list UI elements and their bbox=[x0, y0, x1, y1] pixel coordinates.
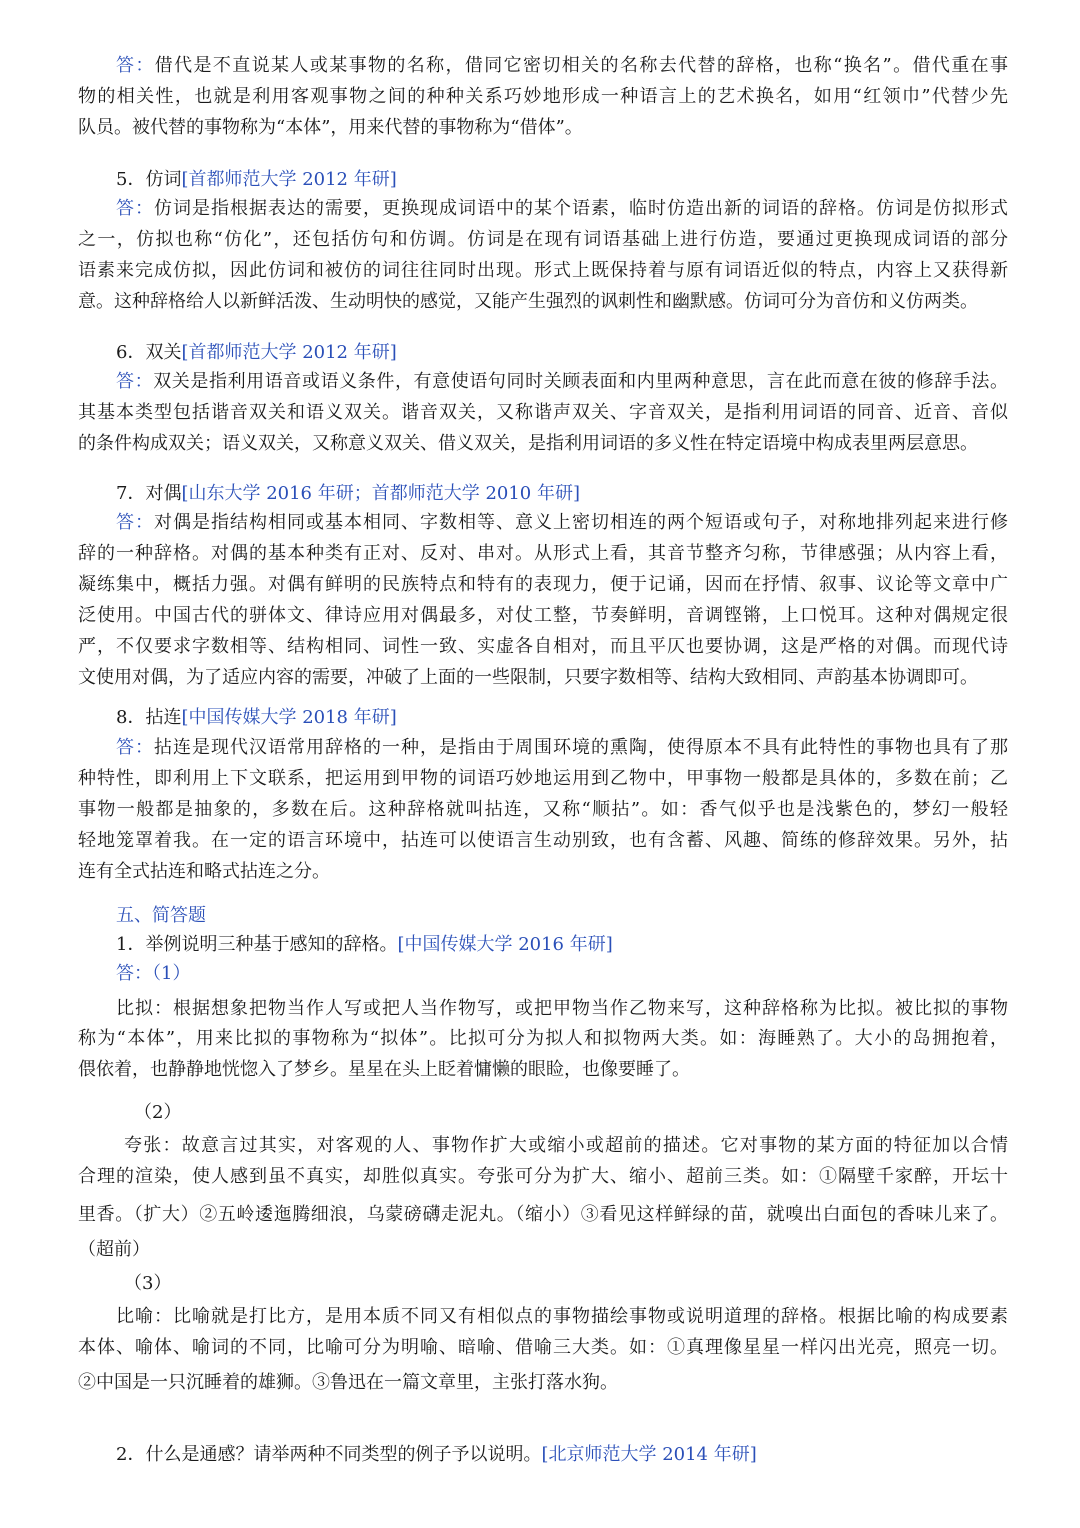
answer-paragraph-line: 队员。被代替的事物称为“本体”，用来代替的事物称为“借体”。 bbox=[78, 117, 583, 138]
list-marker: （3） bbox=[124, 1273, 172, 1294]
section-heading: 五、简答题 bbox=[116, 905, 206, 926]
answer-paragraph-line: ②中国是一只沉睡着的雄狮。③鲁迅在一篇文章里，主张打落水狗。 bbox=[78, 1372, 618, 1393]
answer-paragraph-line: 比喻：比喻就是打比方，是用本质不同又有相似点的事物描绘事物或说明道理的辞格。根据比喻的构成要素 bbox=[116, 1306, 1008, 1327]
answer-label: 答： bbox=[116, 512, 154, 533]
answer-paragraph-line: 答：仿词是指根据表达的需要，更换现成词语中的某个语素，临时仿造出新的词语的辞格。仿词是仿拟形式 bbox=[116, 198, 1008, 219]
question-title: 1．举例说明三种基于感知的辞格。[中国传媒大学 2016 年研] bbox=[116, 934, 613, 955]
answer-paragraph-line: 文使用对偶，为了适应内容的需要，冲破了上面的一些限制，只要字数相等、结构大致相同、声韵基本协调即可。 bbox=[78, 667, 978, 688]
answer-paragraph-line: 意。这种辞格给人以新鲜活泼、生动明快的感觉，又能产生强烈的讽刺性和幽默感。仿词可分为音仿和义仿两类。 bbox=[78, 291, 978, 312]
answer-paragraph-line: 凝练集中，概括力强。对偶有鲜明的民族特点和特有的表现力，便于记诵，因而在抒情、叙事、议论等文章中广 bbox=[78, 574, 1008, 595]
question-title: 6．双关[首都师范大学 2012 年研] bbox=[116, 342, 397, 363]
answer-paragraph-line: 种特性，即利用上下文联系，把运用到甲物的词语巧妙地运用到乙物中，甲事物一般都是具体的，多数在前；乙 bbox=[78, 768, 1008, 789]
question-source: [北京师范大学 2014 年研] bbox=[541, 1444, 757, 1465]
answer-label: 答： bbox=[116, 371, 154, 392]
answer-paragraph-line: 之一，仿拟也称“仿化”，还包括仿句和仿调。仿词是在现有词语基础上进行仿造，要通过更换现成词语的部分 bbox=[78, 229, 1008, 250]
answer-label: 答： bbox=[116, 55, 155, 76]
list-marker: （2） bbox=[134, 1102, 182, 1123]
answer-paragraph-line: 答：双关是指利用语音或语义条件，有意使语句同时关顾表面和内里两种意思，言在此而意在彼的修辞手法。 bbox=[116, 371, 1008, 392]
answer-paragraph-line: 语素来完成仿拟，因此仿词和被仿的词往往同时出现。形式上既保持着与原有词语近似的特点，内容上又获得新 bbox=[78, 260, 1008, 281]
answer-paragraph-line: 泛使用。中国古代的骈体文、律诗应用对偶最多，对仗工整，节奏鲜明，音调铿锵，上口悦耳。这种对偶规定很 bbox=[78, 605, 1008, 626]
question-title: 2．什么是通感？请举两种不同类型的例子予以说明。[北京师范大学 2014 年研] bbox=[116, 1444, 757, 1465]
answer-paragraph-line: （超前） bbox=[78, 1239, 150, 1260]
question-source: [中国传媒大学 2016 年研] bbox=[397, 934, 613, 955]
answer-label-line: 答：（1） bbox=[116, 963, 191, 984]
answer-paragraph-line: 合理的渲染，使人感到虽不真实，却胜似真实。夸张可分为扩大、缩小、超前三类。如：①隔壁千家醉，开坛十 bbox=[78, 1166, 1008, 1187]
answer-paragraph-line: 其基本类型包括谐音双关和语义双关。谐音双关，又称谐声双关、字音双关，是指利用词语的同音、近音、音似 bbox=[78, 402, 1008, 423]
answer-label: 答： bbox=[116, 737, 154, 758]
question-title: 8．拈连[中国传媒大学 2018 年研] bbox=[116, 707, 397, 728]
question-title: 7．对偶[山东大学 2016 年研；首都师范大学 2010 年研] bbox=[116, 483, 581, 504]
answer-paragraph-line: 比拟：根据想象把物当作人写或把人当作物写，或把甲物当作乙物来写，这种辞格称为比拟。被比拟的事物 bbox=[116, 998, 1008, 1019]
answer-paragraph-line: 严，不仅要求字数相等、结构相同、词性一致、实虚各自相对，而且平仄也要协调，这是严格的对偶。而现代诗 bbox=[78, 636, 1008, 657]
answer-paragraph-line: 偎依着，也静静地恍惚入了梦乡。星星在头上眨着慵懒的眼睑，也像要睡了。 bbox=[78, 1059, 690, 1080]
answer-paragraph-line: 称为“本体”，用来比拟的事物称为“拟体”。比拟可分为拟人和拟物两大类。如：海睡熟了。大小的岛拥抱着， bbox=[78, 1028, 1008, 1049]
answer-paragraph-line: 的条件构成双关；语义双关，又称意义双关、借义双关，是指利用词语的多义性在特定语境中构成表里两层意思。 bbox=[78, 433, 978, 454]
answer-label: 答： bbox=[116, 198, 154, 219]
answer-paragraph-line: 答：拈连是现代汉语常用辞格的一种，是指由于周围环境的熏陶，使得原本不具有此特性的事物也具有了那 bbox=[116, 737, 1008, 758]
question-source: [首都师范大学 2012 年研] bbox=[181, 169, 397, 190]
answer-paragraph-line: 辞的一种辞格。对偶的基本种类有正对、反对、串对。从形式上看，其音节整齐匀称，节律感强；从内容上看， bbox=[78, 543, 1008, 564]
answer-paragraph-line: 轻地笼罩着我。在一定的语言环境中，拈连可以使语言生动别致，也有含蓄、风趣、简练的修辞效果。另外，拈 bbox=[78, 830, 1008, 851]
answer-paragraph-line: 答：借代是不直说某人或某事物的名称，借同它密切相关的名称去代替的辞格，也称“换名”。借代重在事 bbox=[116, 55, 1008, 76]
answer-paragraph-line: 答：对偶是指结构相同或基本相同、字数相等、意义上密切相连的两个短语或句子，对称地排列起来进行修 bbox=[116, 512, 1008, 533]
question-source: [山东大学 2016 年研；首都师范大学 2010 年研] bbox=[181, 483, 581, 504]
answer-paragraph-line: 物的相关性，也就是利用客观事物之间的种种关系巧妙地形成一种语言上的艺术换名，如用“红领巾”代替少先 bbox=[78, 86, 1008, 107]
answer-paragraph-line: 本体、喻体、喻词的不同，比喻可分为明喻、暗喻、借喻三大类。如：①真理像星星一样闪出光亮，照亮一切。 bbox=[78, 1337, 1008, 1358]
answer-paragraph-line: 里香。（扩大）②五岭逶迤腾细浪，乌蒙磅礴走泥丸。（缩小）③看见这样鲜绿的苗，就嗅出白面包的香味儿来了。 bbox=[78, 1204, 1008, 1225]
answer-paragraph-line: 连有全式拈连和略式拈连之分。 bbox=[78, 861, 330, 882]
answer-paragraph-line: 夸张：故意言过其实，对客观的人、事物作扩大或缩小或超前的描述。它对事物的某方面的特征加以合情 bbox=[124, 1135, 1008, 1156]
answer-paragraph-line: 事物一般都是抽象的，多数在后。这种辞格就叫拈连，又称“顺拈”。如：香气似乎也是浅紫色的，梦幻一般轻 bbox=[78, 799, 1008, 820]
question-title: 5．仿词[首都师范大学 2012 年研] bbox=[116, 169, 397, 190]
question-source: [首都师范大学 2012 年研] bbox=[181, 342, 397, 363]
question-source: [中国传媒大学 2018 年研] bbox=[181, 707, 397, 728]
